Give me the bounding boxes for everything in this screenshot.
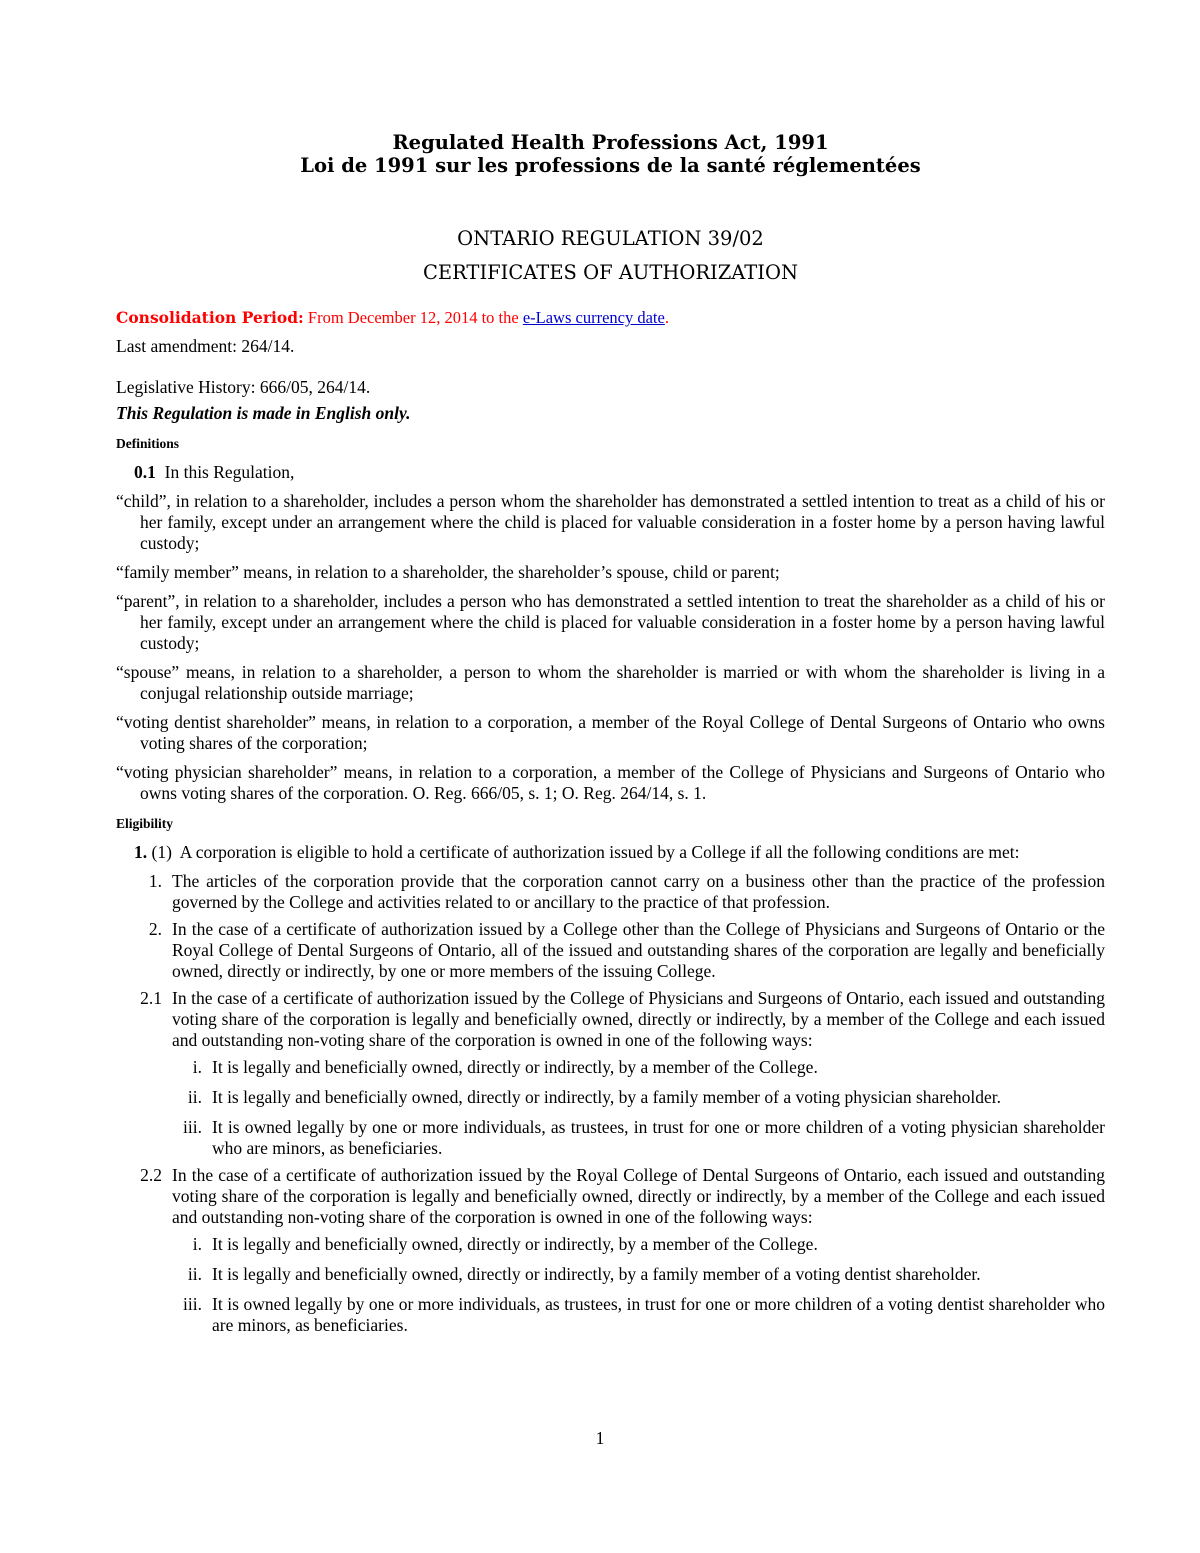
regulation-number: ONTARIO REGULATION 39/02	[457, 227, 764, 250]
definitions-intro-text: In this Regulation,	[164, 462, 295, 482]
sublist-item	[116, 1264, 1105, 1285]
definitions-heading: Definitions	[116, 436, 180, 451]
item-number: 2.	[148, 919, 162, 939]
definition-item: “voting dentist shareholder” means, in relation to a corporation, a member of the Royal College of Dental Surgeons of Ontario who owns voting shares of the corporation;	[116, 712, 1105, 753]
item-text: The articles of the corporation provide that the corporation cannot carry on a business other than the practice of the profession governed by the College and activities related to or ancillary to the practice of that profession.	[172, 871, 1105, 912]
e-laws-currency-link[interactable]: e-Laws currency date	[522, 308, 665, 327]
consolidation-label: Consolidation Period:	[116, 308, 304, 327]
item-text: It is legally and beneficially owned, directly or indirectly, by a family member of a voting dentist shareholder.	[212, 1264, 981, 1284]
section-number: 0.1	[134, 462, 156, 482]
definitions-list	[116, 491, 1105, 804]
item-text: In the case of a certificate of authorization issued by the Royal College of Dental Surgeons of Ontario, each issued and outstanding voting share of the corporation is legally and beneficially owned, directly or indirectly, by a member of the College and each issued and outstanding non-voting share of the corporation is owned in one of the following ways:	[172, 1165, 1105, 1227]
sublist-2-2	[116, 1234, 1105, 1336]
consolidation-end: .	[664, 308, 669, 327]
eligibility-heading: Eligibility	[116, 816, 174, 831]
subsection-number: (1)	[151, 842, 172, 862]
list-item	[116, 988, 1105, 1051]
act-title-fr: Loi de 1991 sur les professions de la santé réglementées	[300, 154, 921, 177]
eligibility-intro	[116, 842, 1105, 863]
item-number: ii.	[187, 1087, 202, 1107]
document-body	[116, 131, 1105, 1336]
act-title-en: Regulated Health Professions Act, 1991	[392, 131, 829, 154]
list-item	[116, 871, 1105, 913]
eligibility-intro-text: A corporation is eligible to hold a certificate of authorization issued by a College if all the following conditions are met:	[179, 842, 1020, 862]
english-only-note: This Regulation is made in English only.	[116, 403, 411, 423]
sublist-2-1	[116, 1057, 1105, 1159]
item-number: iii.	[183, 1117, 202, 1137]
list-item	[116, 1165, 1105, 1228]
item-text: In the case of a certificate of authorization issued by the College of Physicians and Surgeons of Ontario, each issued and outstanding voting share of the corporation is legally and beneficially owned, directly or indirectly, by a member of the College and each issued and outstanding non-voting share of the corporation is owned in one of the following ways:	[172, 988, 1105, 1050]
definition-item: “family member” means, in relation to a shareholder, the shareholder’s spouse, child or parent;	[116, 562, 780, 582]
definition-item: “parent”, in relation to a shareholder, includes a person who has demonstrated a settled intention to treat the shareholder as a child of his or her family, except under an arrangement where the child is placed for valuable consideration in a foster home by a person having lawful custody;	[116, 591, 1105, 653]
item-number: 1.	[148, 871, 162, 891]
item-text: It is legally and beneficially owned, directly or indirectly, by a family member of a voting physician shareholder.	[212, 1087, 1002, 1107]
page-number: 1	[595, 1428, 605, 1448]
sublist-item	[116, 1294, 1105, 1336]
conditions-list	[116, 871, 1105, 1336]
item-text: In the case of a certificate of authorization issued by a College other than the College of Physicians and Surgeons of Ontario or the Royal College of Dental Surgeons of Ontario, all of the issued and outstanding shares of the corporation are legally and beneficially owned, directly or indirectly, by one or more members of the issuing College.	[172, 919, 1105, 981]
consolidation-text: From December 12, 2014 to the	[303, 308, 523, 327]
item-number: 2.1	[140, 988, 162, 1008]
legislative-history: Legislative History: 666/05, 264/14.	[116, 377, 371, 397]
item-text: It is owned legally by one or more individuals, as trustees, in trust for one or more children of a voting dentist shareholder who are minors, as beneficiaries.	[212, 1294, 1105, 1335]
last-amendment: Last amendment: 264/14.	[116, 336, 295, 356]
definition-item: “voting physician shareholder” means, in relation to a corporation, a member of the College of Physicians and Surgeons of Ontario who owns voting shares of the corporation. O. Reg. 666/05, s. 1; O. Reg. 264/14, s. 1.	[116, 762, 1105, 803]
item-text: It is legally and beneficially owned, directly or indirectly, by a member of the College.	[212, 1234, 818, 1254]
sublist-item	[116, 1234, 1105, 1255]
item-number: i.	[192, 1057, 202, 1077]
sublist-item	[116, 1087, 1105, 1108]
list-item	[116, 919, 1105, 982]
item-text: It is legally and beneficially owned, directly or indirectly, by a member of the College.	[212, 1057, 818, 1077]
definition-item: “spouse” means, in relation to a shareholder, a person to whom the shareholder is married or with whom the shareholder is living in a conjugal relationship outside marriage;	[116, 662, 1105, 703]
definition-item: “child”, in relation to a shareholder, includes a person whom the shareholder has demonstrated a settled intention to treat as a child of his or her family, except under an arrangement where the child is placed for valuable consideration in a foster home by a person having lawful custody;	[116, 491, 1105, 553]
item-number: iii.	[183, 1294, 202, 1314]
item-text: It is owned legally by one or more individuals, as trustees, in trust for one or more children of a voting physician shareholder who are minors, as beneficiaries.	[212, 1117, 1105, 1158]
item-number: 2.2	[140, 1165, 162, 1185]
definitions-intro	[116, 462, 1105, 483]
item-number: ii.	[187, 1264, 202, 1284]
regulation-title: CERTIFICATES OF AUTHORIZATION	[422, 261, 799, 284]
section-number: 1.	[134, 842, 148, 862]
sublist-item	[116, 1117, 1105, 1159]
consolidation-period	[116, 307, 1105, 328]
sublist-item	[116, 1057, 1105, 1078]
item-number: i.	[192, 1234, 202, 1254]
